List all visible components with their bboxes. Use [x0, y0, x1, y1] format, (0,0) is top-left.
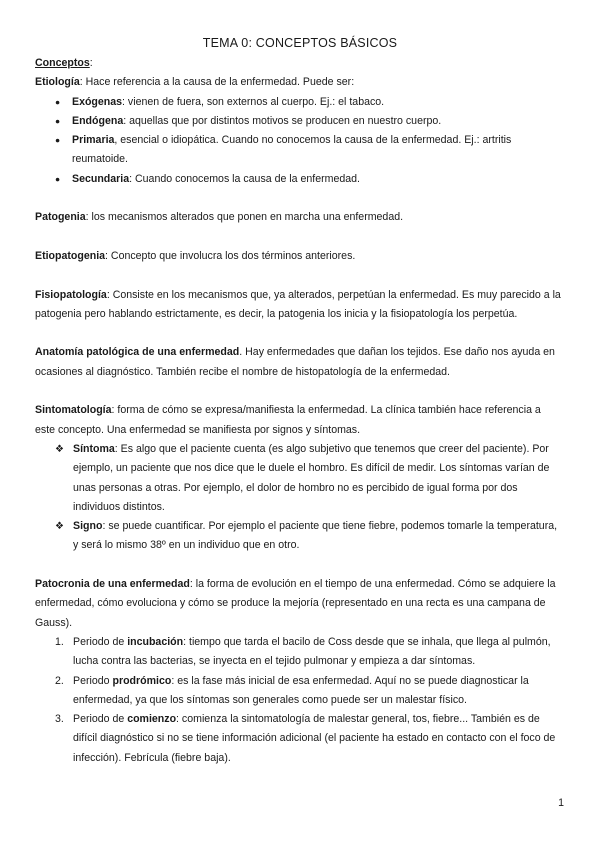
page-title: TEMA 0: CONCEPTOS BÁSICOS: [202, 36, 398, 50]
patocronia-paragraph: Patocronia de una enfermedad: la forma de evolución en el tiempo de una enfermedad. Cómo se adquiere la enfermedad, cómo evoluciona y cómo se produce la mejoría (representado en una recta es una campana de Gauss).: [35, 578, 556, 629]
heading-conceptos: Conceptos: [35, 57, 90, 69]
list-item: 1. Periodo de incubación: tiempo que tarda el bacilo de Coss desde que se inhala, que llega al pulmón, lucha contra las bacterias, se inyecta en el tejido pulmonar y empieza a dar síntomas.: [55, 635, 551, 668]
diamond-bullet-icon: ❖: [55, 443, 64, 455]
document-body: [35, 54, 563, 768]
list-item: ● Endógena: aquellas que por distintos motivos se producen en nuestro cuerpo.: [35, 112, 563, 131]
anatomia-paragraph: Anatomía patológica de una enfermedad. Hay enfermedades que dañan los tejidos. Ese daño nos ayuda en ocasiones al diagnóstico. También recibe el nombre de histopatología de la enfermedad.: [35, 346, 555, 378]
sintomatologia-paragraph: Sintomatología: forma de cómo se expresa/manifiesta la enfermedad. La clínica también hace referencia a este concepto. Una enfermedad se manifiesta por signos y síntomas.: [35, 404, 541, 436]
etiologia-paragraph: Etiología: Hace referencia a la causa de la enfermedad. Puede ser:: [35, 76, 355, 89]
list-item: ● Secundaria: Cuando conocemos la causa de la enfermedad.: [35, 170, 563, 189]
patocronia-list: [35, 633, 563, 768]
etiopatogenia-paragraph: Etiopatogenia: Concepto que involucra los dos términos anteriores.: [35, 249, 356, 262]
patogenia-paragraph: Patogenia: los mecanismos alterados que ponen en marcha una enfermedad.: [35, 211, 404, 224]
list-item: 3. Periodo de comienzo: comienza la sintomatología de malestar general, tos, fiebre... También es de difícil diagnóstico si no se tiene información adicional (el paciente ha estado en contacto con el foco de infección). Febrícula (fiebre baja).: [55, 713, 556, 764]
list-item: 2. Periodo prodrómico: es la fase más inicial de esa enfermedad. Aquí no se puede diagnosticar la enfermedad, ya que los síntomas son generales como puede ser un malestar físico.: [55, 674, 529, 706]
list-item: ❖ Signo: se puede cuantificar. Por ejemplo el paciente que tiene fiebre, podemos tomarle la temperatura, y será lo mismo 38º en un individuo que en otro.: [35, 517, 563, 556]
page-number: 1: [558, 797, 564, 809]
sintomatologia-list: [35, 440, 563, 556]
list-item: ● Primaria, esencial o idiopática. Cuando no conocemos la causa de la enfermedad. Ej.: artritis reumatoide.: [35, 131, 563, 170]
section-heading: Conceptos:: [35, 57, 93, 69]
diamond-bullet-icon: ❖: [55, 521, 64, 533]
list-item: ● Exógenas: vienen de fuera, son externos al cuerpo. Ej.: el tabaco.: [35, 93, 563, 112]
list-item: ❖ Síntoma: Es algo que el paciente cuenta (es algo subjetivo que tenemos que creer del paciente). Por ejemplo, un paciente que nos dice que le duele el hombro. Es difícil de medir. Los síntomas varían de unas personas a otras. Por ejemplo, el dolor de hombro no es percibido de igual forma por dos individuos distintos.: [35, 440, 563, 517]
term-etiologia: Etiología: [35, 76, 80, 89]
etiologia-list: [35, 93, 563, 189]
fisiopatologia-paragraph: Fisiopatología: Consiste en los mecanismos que, ya alterados, perpetúan la enfermedad. Es muy parecido a la patogenia pero hablando estrictamente, es decir, la patogenia los inicia y la fisiopatología los perpetúa.: [35, 288, 561, 320]
